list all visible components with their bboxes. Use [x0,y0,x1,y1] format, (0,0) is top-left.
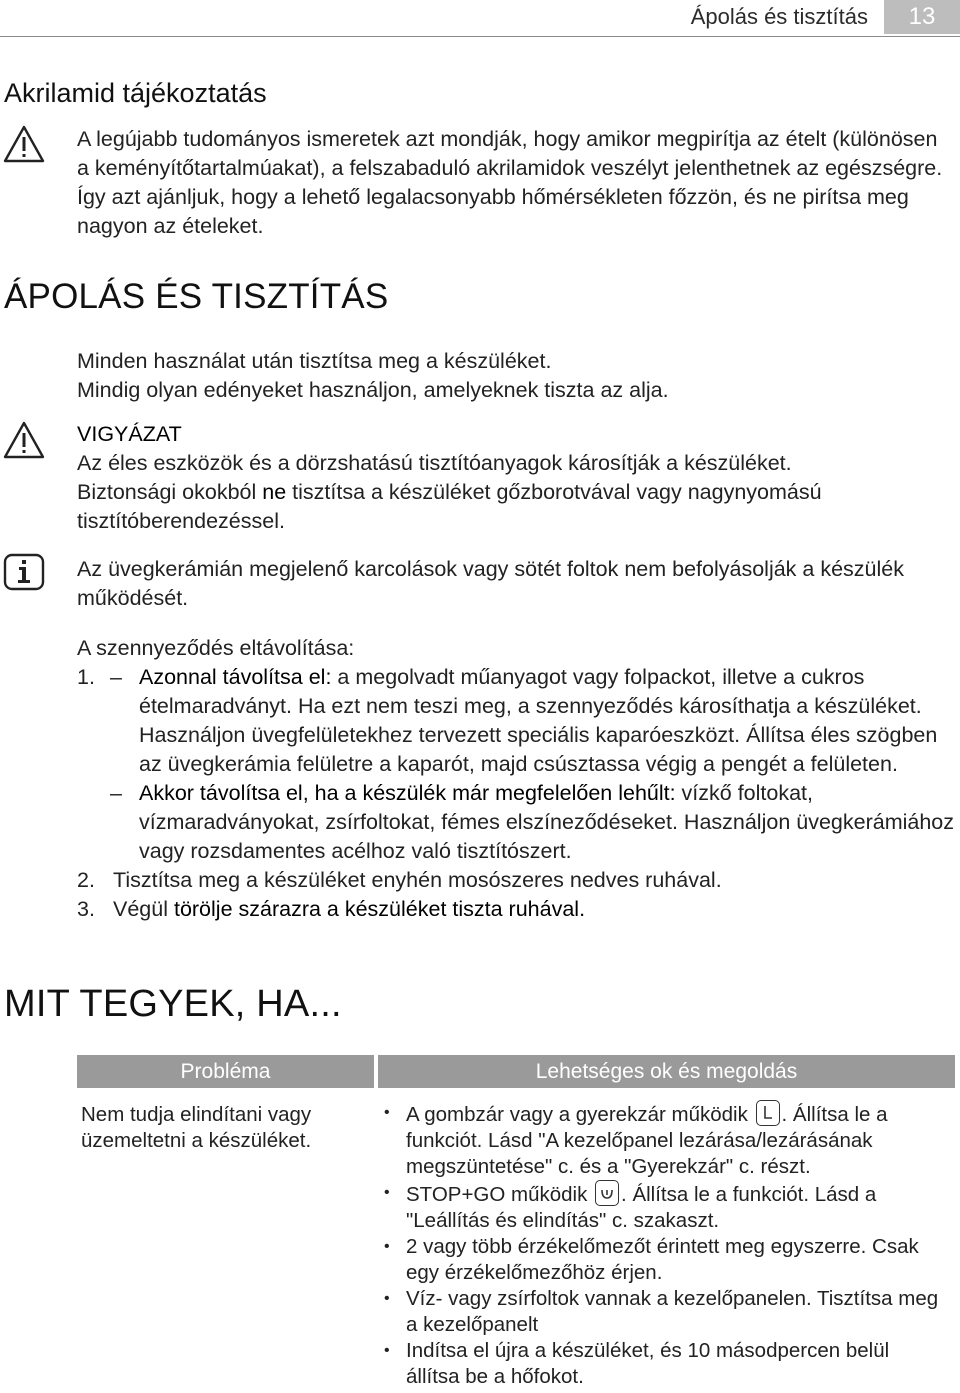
table-row [77,1088,955,1390]
caution-line-2-emphasis: ne [262,480,287,504]
step-2 [77,866,957,895]
caution-title: VIGYÁZAT [77,422,182,446]
solution-cell [378,1088,955,1390]
lock-key-icon [756,1100,780,1126]
header-divider [0,36,960,37]
list-item [384,1180,945,1234]
acrylamide-text: A legújabb tudományos ismeretek azt mondják, hogy amikor megpirítja az ételt (különösen a keményítőtartalmúakat), a felszabaduló akrilamidok veszélyt jelenthetnek az egészségre. Így azt ajánljuk, hogy a lehető legalacsonyabb hőmérsékleten főzzön, és ne pirítsa meg nagyon az ételeket. [77,127,943,238]
dash-marker: – [110,781,122,805]
step-1b-text [139,779,957,866]
list-item: • Víz- vagy zsírfoltok vannak a kezelőpanelen. Tisztítsa meg a kezelőpanelt [384,1286,945,1338]
care-intro-line-2: Mindig olyan edényeket használjon, amelyeknek tiszta az alja. [77,378,669,402]
solution-1-pre: A gombzár vagy a gyerekzár működik [406,1103,748,1126]
step-2-text: Tisztítsa meg a készüléket enyhén mosószeres nedves ruhával. [113,868,722,892]
step-1a-emphasis: Azonnal távolítsa el: [139,665,332,689]
care-intro [77,347,952,405]
step-number: 2. [77,868,95,892]
step-number: 1. [77,665,95,689]
care-intro-line-1: Minden használat után tisztítsa meg a készüléket. [77,349,552,373]
troubleshooting-table [77,1055,955,1390]
caution-block [77,420,952,536]
problem-cell: Nem tudja elindítani vagy üzemeltetni a készüléket. [81,1103,312,1152]
step-3 [77,895,957,924]
removal-title: A szennyeződés eltávolítása: [77,636,355,660]
dash-marker: – [110,665,122,689]
step-1b-body: vízkő foltokat, vízmaradványokat, zsírfoltokat, fémes elszíneződéseket. Használjon üvegkerámiához vagy rozsdamentes acélhoz való tisztítószert. [139,781,955,863]
acrylamide-title: Akrilamid tájékoztatás [4,78,267,108]
step-3-text [113,895,957,924]
step-number: 3. [77,897,95,921]
solution-2-pre: STOP+GO működik [406,1183,588,1206]
step-1b [77,779,957,866]
warning-icon [2,420,46,465]
care-title: ÁPOLÁS ÉS TISZTÍTÁS [4,277,389,316]
step-1a [77,663,957,779]
caution-line-2-pre: Biztonsági okokból [77,480,263,504]
list-item [384,1100,945,1180]
step-1a-body: a megolvadt műanyagot vagy folpackot, illetve a cukros ételmaradványt. Ha ezt nem teszi meg, a szennyeződés károsíthatja a készüléket. Használjon üvegfelületekhez tervezett speciális kaparóeszközt. Állítsa éles szögben az üvegkerámia felületre a kaparót, majd csúsztassa végig a pengét a felületen. [139,665,938,776]
column-header-solution: Lehetséges ok és megoldás [378,1055,955,1088]
list-item: • 2 vagy több érzékelőmezőt érintett meg egyszerre. Csak egy érzékelőmezőhöz érjen. [384,1234,945,1286]
step-3-emphasis: törölje szárazra a készüléket tiszta ruhával. [173,897,586,921]
step-3-pre: Végül [113,897,174,921]
list-item: • Indítsa el újra a készüléket, és 10 másodpercen belül állítsa be a hőfokot. [384,1338,945,1390]
step-1b-emphasis: Akkor távolítsa el, ha a készülék már megfelelően lehűlt: [139,781,676,805]
page-number: 13 [884,0,960,34]
column-header-problem: Probléma [77,1055,374,1088]
caution-line-2 [77,478,952,536]
caution-line-2-post: tisztítsa a készüléket gőzborotvával vagy nagynyomású tisztítóberendezéssel. [77,480,822,533]
warning-icon [2,124,46,169]
removal-steps [77,634,957,924]
info-icon [2,552,46,597]
table-header-row [77,1055,955,1088]
step-1a-text [139,663,957,779]
caution-line-1: Az éles eszközök és a dörzshatású tisztítóanyagok károsítják a készüléket. [77,451,792,475]
troubleshooting-title: MIT TEGYEK, HA... [4,983,342,1025]
header-section-title: Ápolás és tisztítás [690,4,868,29]
info-text: Az üvegkerámián megjelenő karcolások vagy sötét foltok nem befolyásolják a készülék működését. [77,557,904,610]
stop-go-key-icon [595,1180,619,1206]
solution-1-post: . Állítsa le a funkciót. Lásd "A kezelőpanel lezárása/lezárásának megszüntetése" c. és a "Gyerekzár" c. részt. [406,1103,888,1178]
solution-2-post: . Állítsa le a funkciót. Lásd a "Leállítás és elindítás" c. szakaszt. [406,1183,877,1232]
solution-list [384,1100,945,1390]
